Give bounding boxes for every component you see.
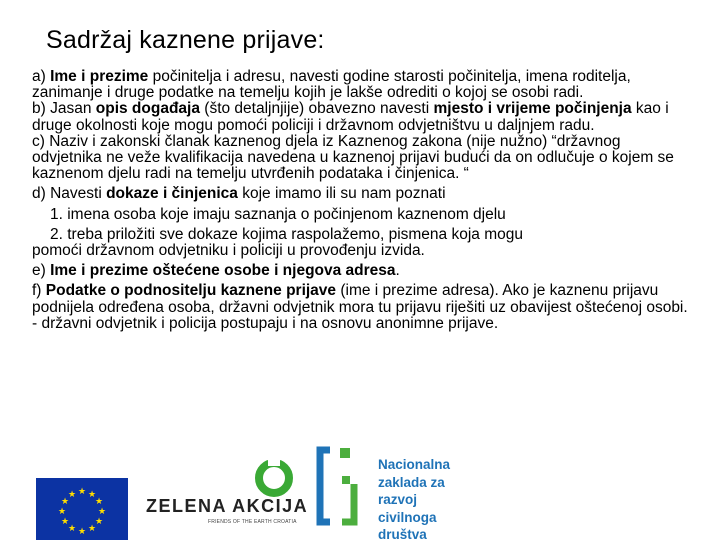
svg-text:★: ★ xyxy=(57,507,67,517)
svg-text:★: ★ xyxy=(97,507,107,517)
svg-text:★: ★ xyxy=(77,527,87,537)
svg-text:★: ★ xyxy=(87,490,97,500)
item-a: a) Ime i prezime počinitelja i adresu, navesti godine starosti počinitelja, imena roditelja, zanimanje i druge podatke na temelju kojih je lakše odrediti o kojoj se osobi radi. xyxy=(32,68,631,102)
page-title: Sadržaj kaznene prijave: xyxy=(46,26,325,54)
zelena-akcija-emblem-icon xyxy=(146,458,296,498)
item-d: d) Navesti dokaze i činjenica koje imamo ili su nam poznati xyxy=(32,185,446,203)
nacionalna-zaklada-wordmark: Nacionalna zaklada za razvoj civilnoga društva xyxy=(378,457,451,542)
svg-text:★: ★ xyxy=(94,517,104,527)
item-d-2-rest: pomoći državnom odvjetniku i policiji u provođenju izvida. xyxy=(32,242,425,260)
zelena-akcija-logo xyxy=(146,458,309,528)
svg-text:★: ★ xyxy=(67,490,77,500)
item-e: e) Ime i prezime oštećene osobe i njegova adresa. xyxy=(32,262,400,280)
svg-text:★: ★ xyxy=(60,517,70,527)
item-d-2-first: 2. treba priložiti sve dokaze kojima raspolažemo, pismena koja mogu xyxy=(50,225,523,243)
svg-text:★: ★ xyxy=(77,487,87,497)
item-b: b) Jasan opis događaja (što detaljnjije) obavezno navesti mjesto i vrijeme počinjenja kao i druge okolnosti koje mogu pomoći policiji i državnom odvjetništvu u daljnjem radu. xyxy=(32,100,669,134)
svg-text:★: ★ xyxy=(67,524,77,534)
zelena-akcija-wordmark: ZELENA AKCIJA xyxy=(146,496,309,516)
item-f: f) Podatke o podnositelju kaznene prijave (ime i prezime adresa). Ako je kaznenu prijavu podnijela određena osoba, državni odvjetnik mora tu prijavu riješiti uz obavijest oštećenoj osobi. xyxy=(32,282,688,316)
svg-text:★: ★ xyxy=(60,497,70,507)
nacionalna-zaklada-bracket-icon xyxy=(316,446,366,526)
eu-stars-icon xyxy=(36,478,128,540)
item-g: - državni odvjetnik i policija postupaju i na osnovu anonimne prijave. xyxy=(32,314,499,332)
item-c: c) Naziv i zakonski članak kaznenog djela iz Kaznenog zakona (nije nužno) “državnog odvjetnika ne veže kvalifikacija navedena u kaznenoj prijavi budući da on odlučuje o kojem se kaznenom djelu radi na temelju utvrđenih podataka i činjenica. “ xyxy=(32,132,674,183)
content-body xyxy=(32,69,692,332)
zelena-akcija-subtitle: FRIENDS OF THE EARTH CROATIA xyxy=(208,519,297,525)
svg-text:★: ★ xyxy=(87,524,97,534)
svg-text:★: ★ xyxy=(94,497,104,507)
eu-flag-logo xyxy=(36,478,128,540)
item-d-1: 1. imena osoba koje imaju saznanja o počinjenom kaznenom djelu xyxy=(50,205,506,223)
